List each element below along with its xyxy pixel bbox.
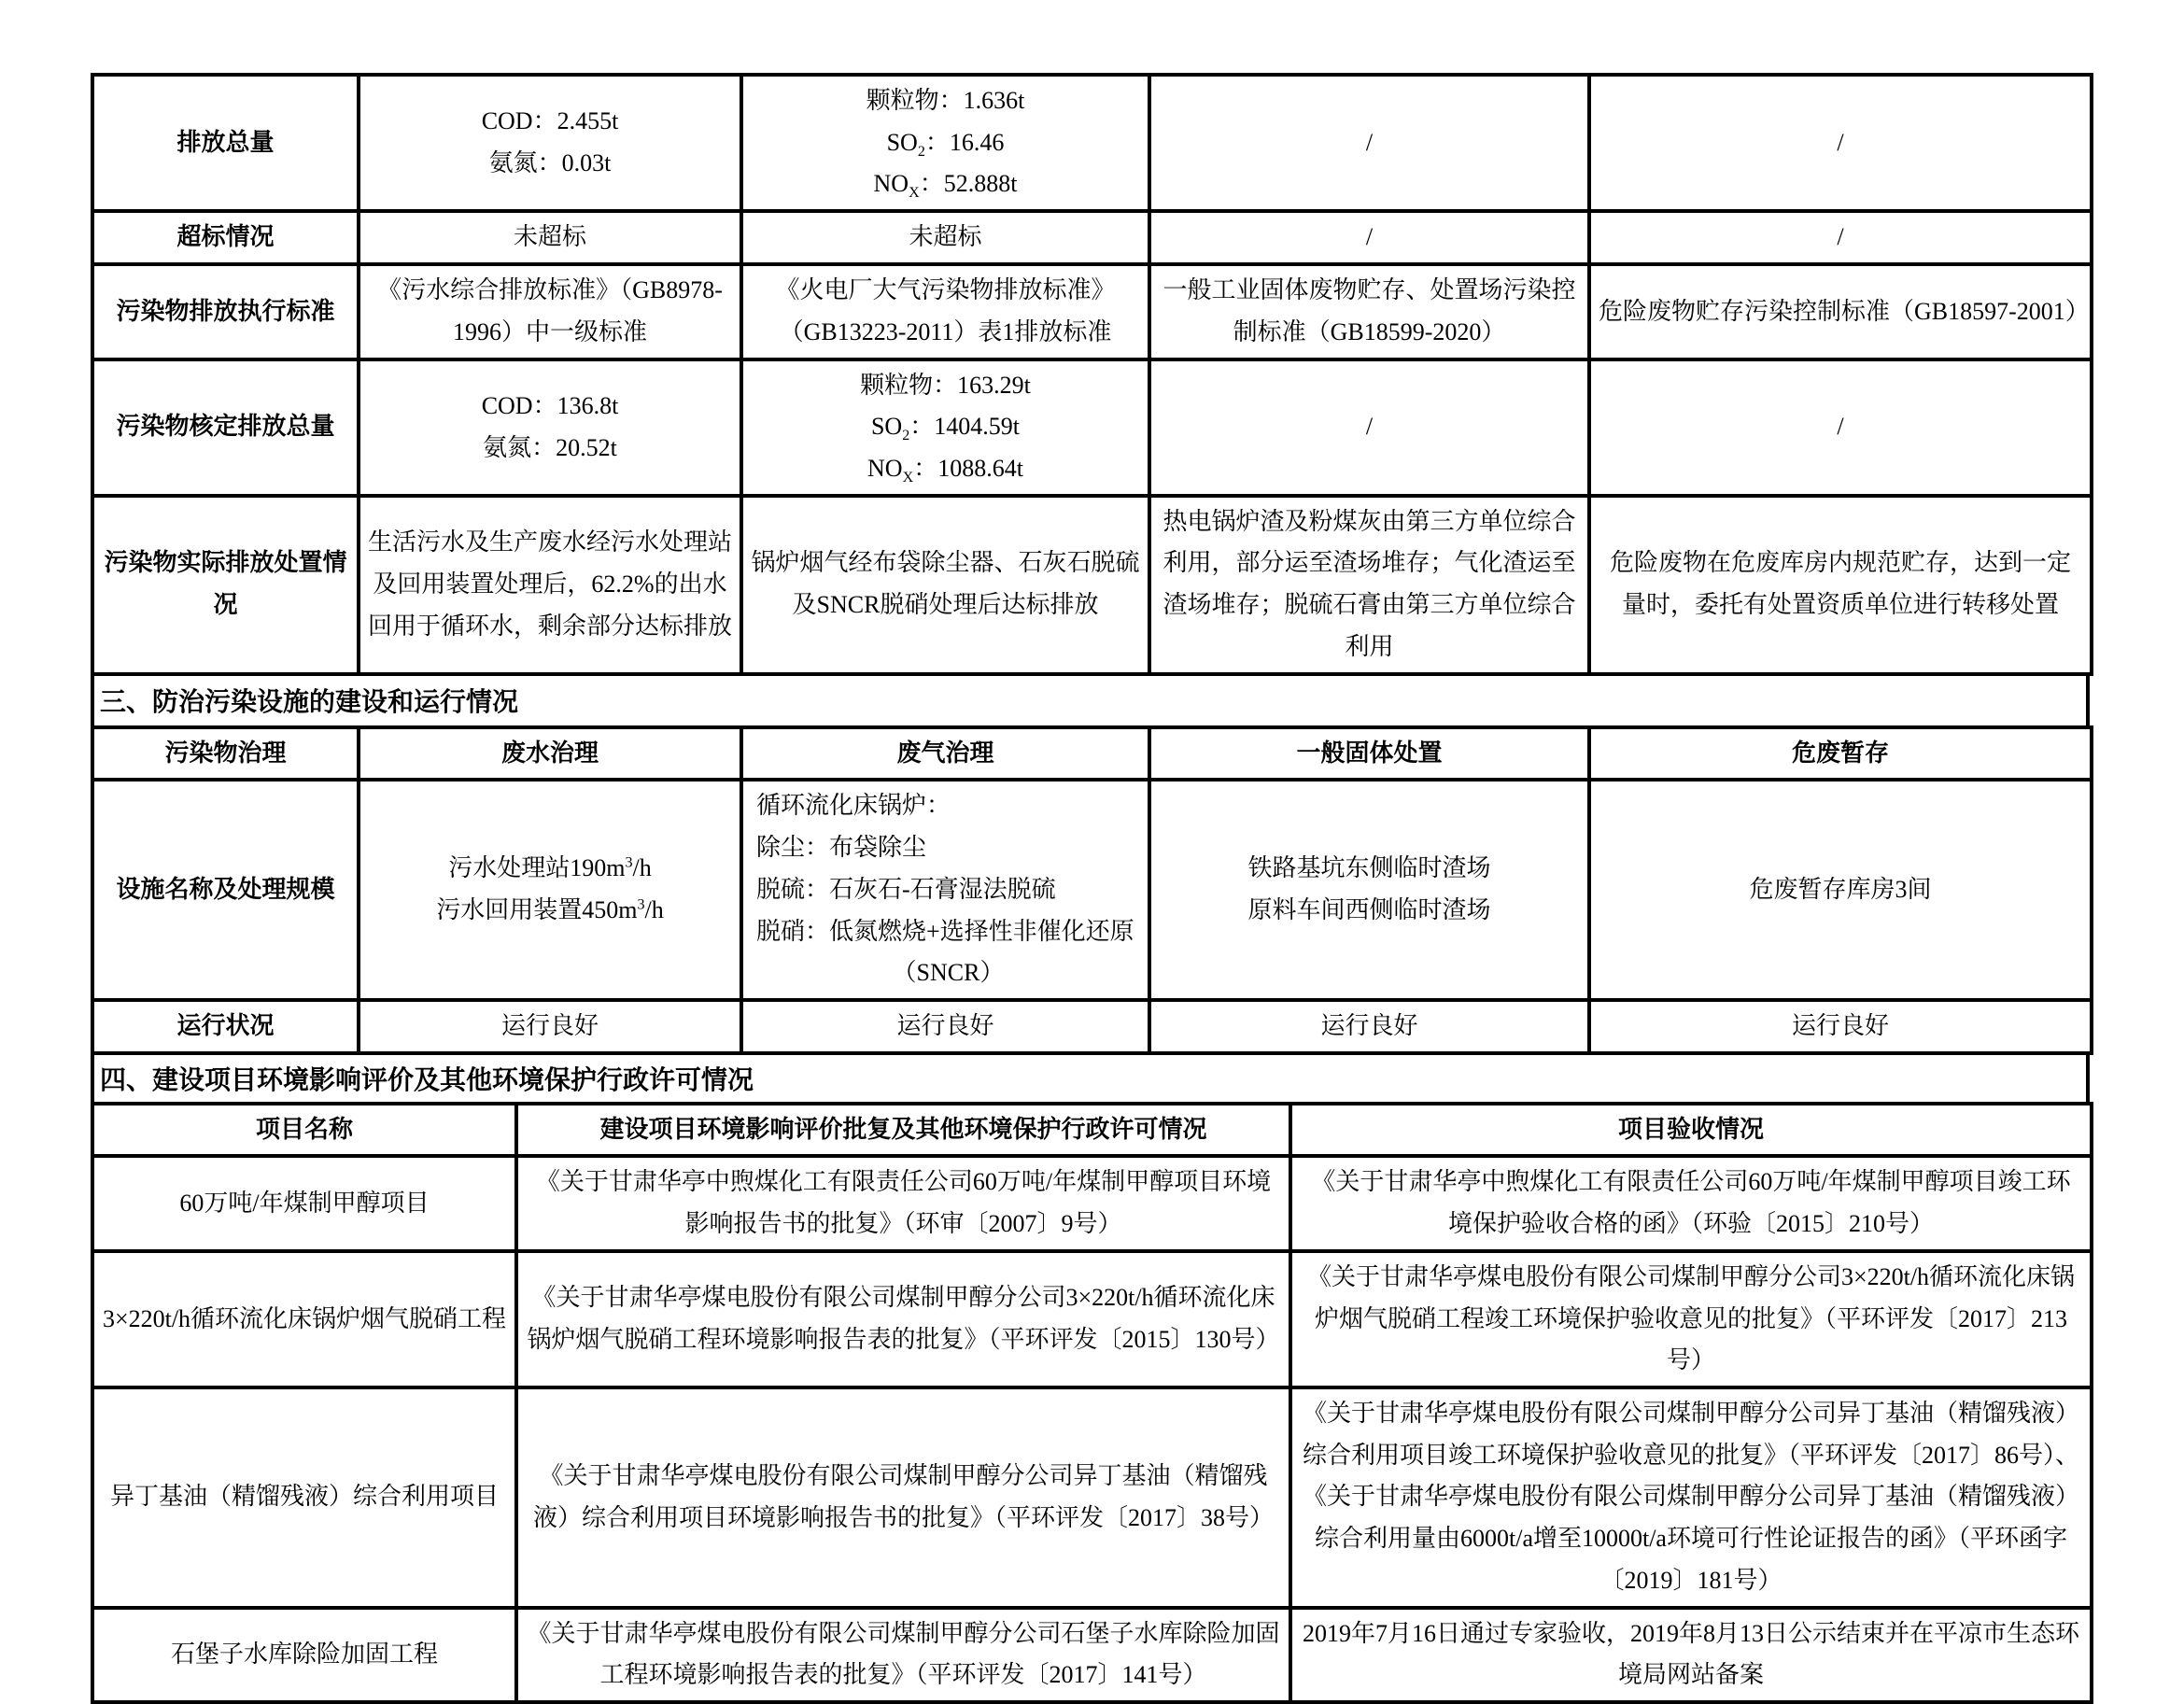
cell-wastewater-approved: COD：136.8t 氨氮：20.52t bbox=[359, 359, 741, 496]
row-label-operating-status: 运行状况 bbox=[92, 1000, 359, 1053]
cell-project-acceptance: 《关于甘肃华亭煤电股份有限公司煤制甲醇分公司异丁基油（精馏残液）综合利用项目竣工环境保护验收意见的批复》（平环评发〔2017〕86号）、《关于甘肃华亭煤电股份有限公司煤制甲醇分公司异丁基油（精馏残液）综合利用量由6000t/a增至10000t/a环境可行性论证报告的函》（平环函字〔2019〕181号） bbox=[1290, 1387, 2092, 1608]
row-label-total-discharge: 排放总量 bbox=[92, 75, 359, 211]
table-row bbox=[92, 264, 2092, 359]
table-row bbox=[92, 780, 2092, 1000]
section-3-title: 三、防治污染设施的建设和运行情况 bbox=[100, 688, 519, 718]
table-row bbox=[92, 75, 2092, 211]
cell-hazard-status: 运行良好 bbox=[1589, 1000, 2092, 1053]
section-4-title: 四、建设项目环境影响评价及其他环境保护行政许可情况 bbox=[100, 1065, 754, 1095]
cell-project-name: 异丁基油（精馏残液）综合利用项目 bbox=[92, 1387, 516, 1608]
cell-project-acceptance: 《关于甘肃华亭煤电股份有限公司煤制甲醇分公司3×220t/h循环流化床锅炉烟气脱硝工程竣工环境保护验收意见的批复》（平环评发〔2017〕213号） bbox=[1290, 1251, 2092, 1387]
cell-hazard-approved: / bbox=[1589, 359, 2092, 496]
cell-project-name: 3×220t/h循环流化床锅炉烟气脱硝工程 bbox=[92, 1251, 516, 1387]
row-label-approved-total: 污染物核定排放总量 bbox=[92, 359, 359, 496]
document-page bbox=[91, 73, 2090, 1704]
row-label-actual-disposal: 污染物实际排放处置情况 bbox=[92, 496, 359, 674]
cell-airgas-standard: 《火电厂大气污染物排放标准》（GB13223-2011）表1排放标准 bbox=[741, 264, 1149, 359]
header-approval-status: 建设项目环境影响评价批复及其他环境保护行政许可情况 bbox=[516, 1104, 1290, 1157]
pollutant-discharge-table bbox=[91, 73, 2093, 676]
table-header-row bbox=[92, 727, 2092, 781]
cell-hazard-disposal: 危险废物在危废库房内规范贮存，达到一定量时，委托有处置资质单位进行转移处置 bbox=[1589, 496, 2092, 674]
cell-airgas-exceedance: 未超标 bbox=[741, 211, 1149, 264]
cell-solid-facility: 铁路基坑东侧临时渣场 原料车间西侧临时渣场 bbox=[1149, 780, 1589, 1000]
table-row bbox=[92, 1251, 2092, 1387]
cell-wastewater-standard: 《污水综合排放标准》（GB8978-1996）中一级标准 bbox=[359, 264, 741, 359]
table-row bbox=[92, 359, 2092, 496]
cell-wastewater-exceedance: 未超标 bbox=[359, 211, 741, 264]
table-row bbox=[92, 1608, 2092, 1702]
cell-hazard-facility: 危废暂存库房3间 bbox=[1589, 780, 2092, 1000]
cell-project-approval: 《关于甘肃华亭煤电股份有限公司煤制甲醇分公司3×220t/h循环流化床锅炉烟气脱硝工程环境影响报告表的批复》（平环评发〔2015〕130号） bbox=[516, 1251, 1290, 1387]
cell-project-approval: 《关于甘肃华亭煤电股份有限公司煤制甲醇分公司异丁基油（精馏残液）综合利用项目环境影响报告书的批复》（平环评发〔2017〕38号） bbox=[516, 1387, 1290, 1608]
cell-hazard-exceedance: / bbox=[1589, 211, 2092, 264]
header-pollutant-treatment: 污染物治理 bbox=[92, 727, 359, 781]
cell-airgas-disposal: 锅炉烟气经布袋除尘器、石灰石脱硫及SNCR脱硝处理后达标排放 bbox=[741, 496, 1149, 674]
cell-solid-status: 运行良好 bbox=[1149, 1000, 1589, 1053]
header-hazard-storage: 危废暂存 bbox=[1589, 727, 2092, 781]
cell-airgas-approved: 颗粒物：163.29t $SO_2$：1404.59t $NO_X$：1088.64t bbox=[741, 359, 1149, 496]
cell-project-acceptance: 2019年7月16日通过专家验收，2019年8月13日公示结束并在平凉市生态环境局网站备案 bbox=[1290, 1608, 2092, 1702]
cell-wastewater-facility: 污水处理站$190m^3/h$ 污水回用装置$450m^3/h$ bbox=[359, 780, 741, 1000]
cell-project-name: 石堡子水库除险加固工程 bbox=[92, 1608, 516, 1702]
table-row bbox=[92, 496, 2092, 674]
header-solid-disposal: 一般固体处置 bbox=[1149, 727, 1589, 781]
header-project-name: 项目名称 bbox=[92, 1104, 516, 1157]
section-heading-4 bbox=[91, 1055, 2090, 1102]
table-row bbox=[92, 1387, 2092, 1608]
cell-hazard-total: / bbox=[1589, 75, 2092, 211]
cell-solid-exceedance: / bbox=[1149, 211, 1589, 264]
row-label-facility-scale: 设施名称及处理规模 bbox=[92, 780, 359, 1000]
table-header-row bbox=[92, 1104, 2092, 1157]
header-acceptance-status: 项目验收情况 bbox=[1290, 1104, 2092, 1157]
table-row bbox=[92, 1156, 2092, 1250]
cell-airgas-status: 运行良好 bbox=[741, 1000, 1149, 1053]
cell-project-approval: 《关于甘肃华亭中煦煤化工有限责任公司60万吨/年煤制甲醇项目环境影响报告书的批复》（环审〔2007〕9号） bbox=[516, 1156, 1290, 1250]
section-heading-3 bbox=[91, 676, 2090, 725]
cell-solid-approved: / bbox=[1149, 359, 1589, 496]
facilities-table bbox=[91, 725, 2093, 1055]
row-label-exceedance: 超标情况 bbox=[92, 211, 359, 264]
cell-wastewater-disposal: 生活污水及生产废水经污水处理站及回用装置处理后，62.2%的出水回用于循环水，剩余部分达标排放 bbox=[359, 496, 741, 674]
row-label-standards: 污染物排放执行标准 bbox=[92, 264, 359, 359]
cell-solid-total: / bbox=[1149, 75, 1589, 211]
cell-hazard-standard: 危险废物贮存污染控制标准（GB18597-2001） bbox=[1589, 264, 2092, 359]
cell-wastewater-status: 运行良好 bbox=[359, 1000, 741, 1053]
header-airgas-treatment: 废气治理 bbox=[741, 727, 1149, 781]
cell-solid-standard: 一般工业固体废物贮存、处置场污染控制标准（GB18599-2020） bbox=[1149, 264, 1589, 359]
cell-solid-disposal: 热电锅炉渣及粉煤灰由第三方单位综合利用，部分运至渣场堆存；气化渣运至渣场堆存；脱硫石膏由第三方单位综合利用 bbox=[1149, 496, 1589, 674]
cell-project-acceptance: 《关于甘肃华亭中煦煤化工有限责任公司60万吨/年煤制甲醇项目竣工环境保护验收合格的函》（环验〔2015〕210号） bbox=[1290, 1156, 2092, 1250]
cell-wastewater-total: COD：2.455t 氨氮：0.03t bbox=[359, 75, 741, 211]
table-row bbox=[92, 211, 2092, 264]
cell-project-approval: 《关于甘肃华亭煤电股份有限公司煤制甲醇分公司石堡子水库除险加固工程环境影响报告表的批复》（平环评发〔2017〕141号） bbox=[516, 1608, 1290, 1702]
header-wastewater-treatment: 废水治理 bbox=[359, 727, 741, 781]
cell-project-name: 60万吨/年煤制甲醇项目 bbox=[92, 1156, 516, 1250]
eia-approval-table bbox=[91, 1102, 2093, 1704]
cell-airgas-total: 颗粒物：1.636t $SO_2$：16.46 $NO_X$：52.888t bbox=[741, 75, 1149, 211]
table-row bbox=[92, 1000, 2092, 1053]
cell-airgas-facility: 循环流化床锅炉： 除尘：布袋除尘 脱硫：石灰石-石膏湿法脱硫 脱硝：低氮燃烧+选择性非催化还原 （SNCR） bbox=[741, 780, 1149, 1000]
